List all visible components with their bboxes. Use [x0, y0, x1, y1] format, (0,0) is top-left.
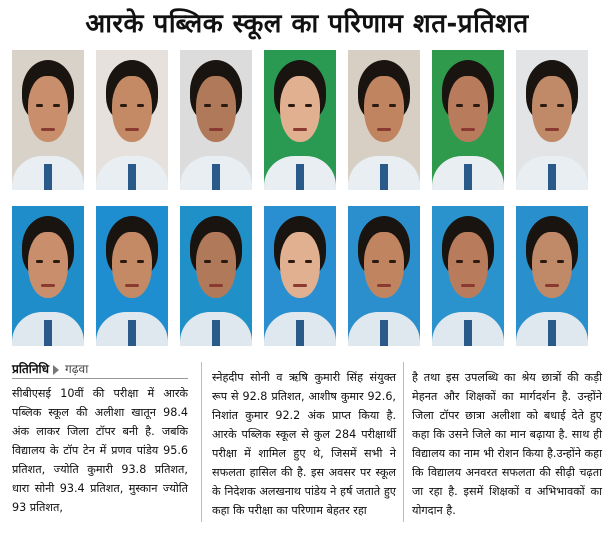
student-photo-grid: [12, 50, 604, 346]
student-photo: [432, 50, 504, 190]
student-photo: [96, 206, 168, 346]
student-photo: [264, 206, 336, 346]
article-column-2: स्नेहदीप सोनी व ऋषि कुमारी सिंह संयुक्त रूप से 92.8 प्रतिशत, आशीष कुमार 92.6, निशांत कुमार 92.2 अंक प्राप्त किया है. आरके पब्लिक स्कूल से कुल 284 परीक्षार्थी परीक्षा में शामिल हुए थे, जिसमें सभी ने सफलता हासिल की है. इस अवसर पर स्कूल के निदेशक अलखनाथ पांडेय ने हर्ष जताते हुए कहा कि परीक्षा का परिणाम बेहतर रहा: [212, 371, 396, 517]
student-photo: [12, 206, 84, 346]
byline-place: गढ़वा: [65, 362, 89, 376]
student-photo: [180, 50, 252, 190]
student-photo: [12, 50, 84, 190]
column-divider: [403, 362, 404, 522]
student-photo: [264, 50, 336, 190]
student-photo: [348, 206, 420, 346]
article-column-1: सीबीएसई 10वीं की परीक्षा में आरके पब्लिक स्कूल की अलीशा खातून 98.4 अंक लाकर जिला टॉपर बनी है. जबकि विद्यालय के टॉप टेन में प्रणव पांडेय 95.6 प्रतिशत, ज्योति कुमारी 93.8 प्रतिशत, धारा सोनी 93.4 प्रतिशत, मुस्कान ज्योति 93 प्रतिशत,: [12, 387, 188, 514]
arrow-icon: [53, 365, 59, 375]
byline: [12, 360, 88, 377]
student-photo: [516, 206, 588, 346]
student-photo: [96, 50, 168, 190]
student-photo: [180, 206, 252, 346]
student-photo: [432, 206, 504, 346]
headline: आरके पब्लिक स्कूल का परिणाम शत-प्रतिशत: [85, 9, 529, 39]
column-divider: [201, 362, 202, 522]
byline-label: प्रतिनिधि: [12, 362, 50, 376]
article-column-3: है तथा इस उपलब्धि का श्रेय छात्रों की कड़ी मेहनत और शिक्षकों का मार्गदर्शन है. उन्होंने जिला टॉपर छात्रा अलीशा को बधाई देते हुए कहा कि उसने जिले का मान बढ़ाया है. साथ ही विद्यालय का नाम भी रोशन किया है.उन्होंने कहा कि विद्यालय अनवरत सफलता की सीढ़ी चढ़ता जा रहा है. इसमें शिक्षकों व अभिभावकों का योगदान है.: [412, 371, 602, 517]
byline-rule: [12, 378, 188, 379]
student-photo: [516, 50, 588, 190]
student-photo: [348, 50, 420, 190]
